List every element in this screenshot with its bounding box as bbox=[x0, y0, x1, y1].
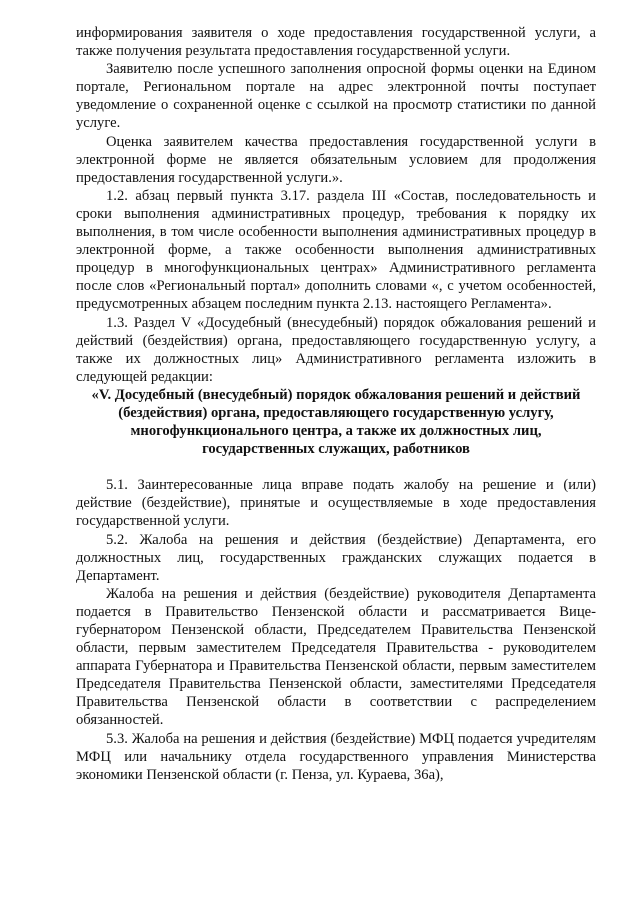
paragraph-5-3: 5.3. Жалоба на решения и действия (бездействие) МФЦ подается учредителям МФЦ или начальнику отдела государственного управления Министерства экономики Пензенской области (г. Пенза, ул. Кураева, 36а), bbox=[76, 730, 596, 783]
paragraph-5-2: 5.2. Жалоба на решения и действия (бездействие) Департамента, его должностных лиц, государственных гражданских служащих подается в Департамент. bbox=[76, 531, 596, 584]
section-v-heading: «V. Досудебный (внесудебный) порядок обжалования решений и действий (бездействия) органа, предоставляющего государственную услугу, многофункционального центра, а также их должностных лиц, государственных служащих, работников bbox=[91, 386, 581, 458]
paragraph-1-2: 1.2. абзац первый пункта 3.17. раздела III «Состав, последовательность и сроки выполнения административных процедур, требования к порядку их выполнения, в том числе особенности выполнения административных процедур в электронной форме, а также особенности выполнения административных процедур в многофункциональных центрах» Административного регламента после слов «Региональный портал» дополнить словами «, с учетом особенностей, предусмотренных абзацем последним пункта 2.13. настоящего Регламента». bbox=[76, 187, 596, 313]
paragraph-continuation: информирования заявителя о ходе предоставления государственной услуги, а также получения результата предоставления государственной услуги. bbox=[76, 25, 596, 60]
paragraph-5-1: 5.1. Заинтересованные лица вправе подать жалобу на решение и (или) действие (бездействие), принятые и осуществляемые в ходе предоставления государственной услуги. bbox=[76, 477, 596, 530]
paragraph-quality-assessment: Оценка заявителем качества предоставления государственной услуги в электронной форме не является обязательным условием для продолжения предоставления государственной услуги.». bbox=[76, 133, 596, 186]
paragraph-complaint-head: Жалоба на решения и действия (бездействие) руководителя Департамента подается в Правительство Пензенской области и рассматривается Вице-губернатором Пензенской области, Председателем Правительства Пензенской области, первым заместителем Председателя Правительства - руководителем аппарата Губернатора и Правительства Пензенской области, первым заместителем Председателя Правительства Пензенской области, заместителями Председателя Правительства Пензенской области в соответствии с распределением обязанностей. bbox=[76, 585, 596, 729]
document-body bbox=[76, 24, 596, 784]
paragraph-1-3: 1.3. Раздел V «Досудебный (внесудебный) порядок обжалования решений и действий (бездействия) органа, предоставляющего государственную услугу, а также их должностных лиц» Административного регламента изложить в следующей редакции: bbox=[76, 314, 596, 385]
paragraph-notification: Заявителю после успешного заполнения опросной формы оценки на Едином портале, Региональном портале на адрес электронной почты поступает уведомление о сохраненной оценке с ссылкой на просмотр статистики по данной услуге. bbox=[76, 61, 596, 132]
